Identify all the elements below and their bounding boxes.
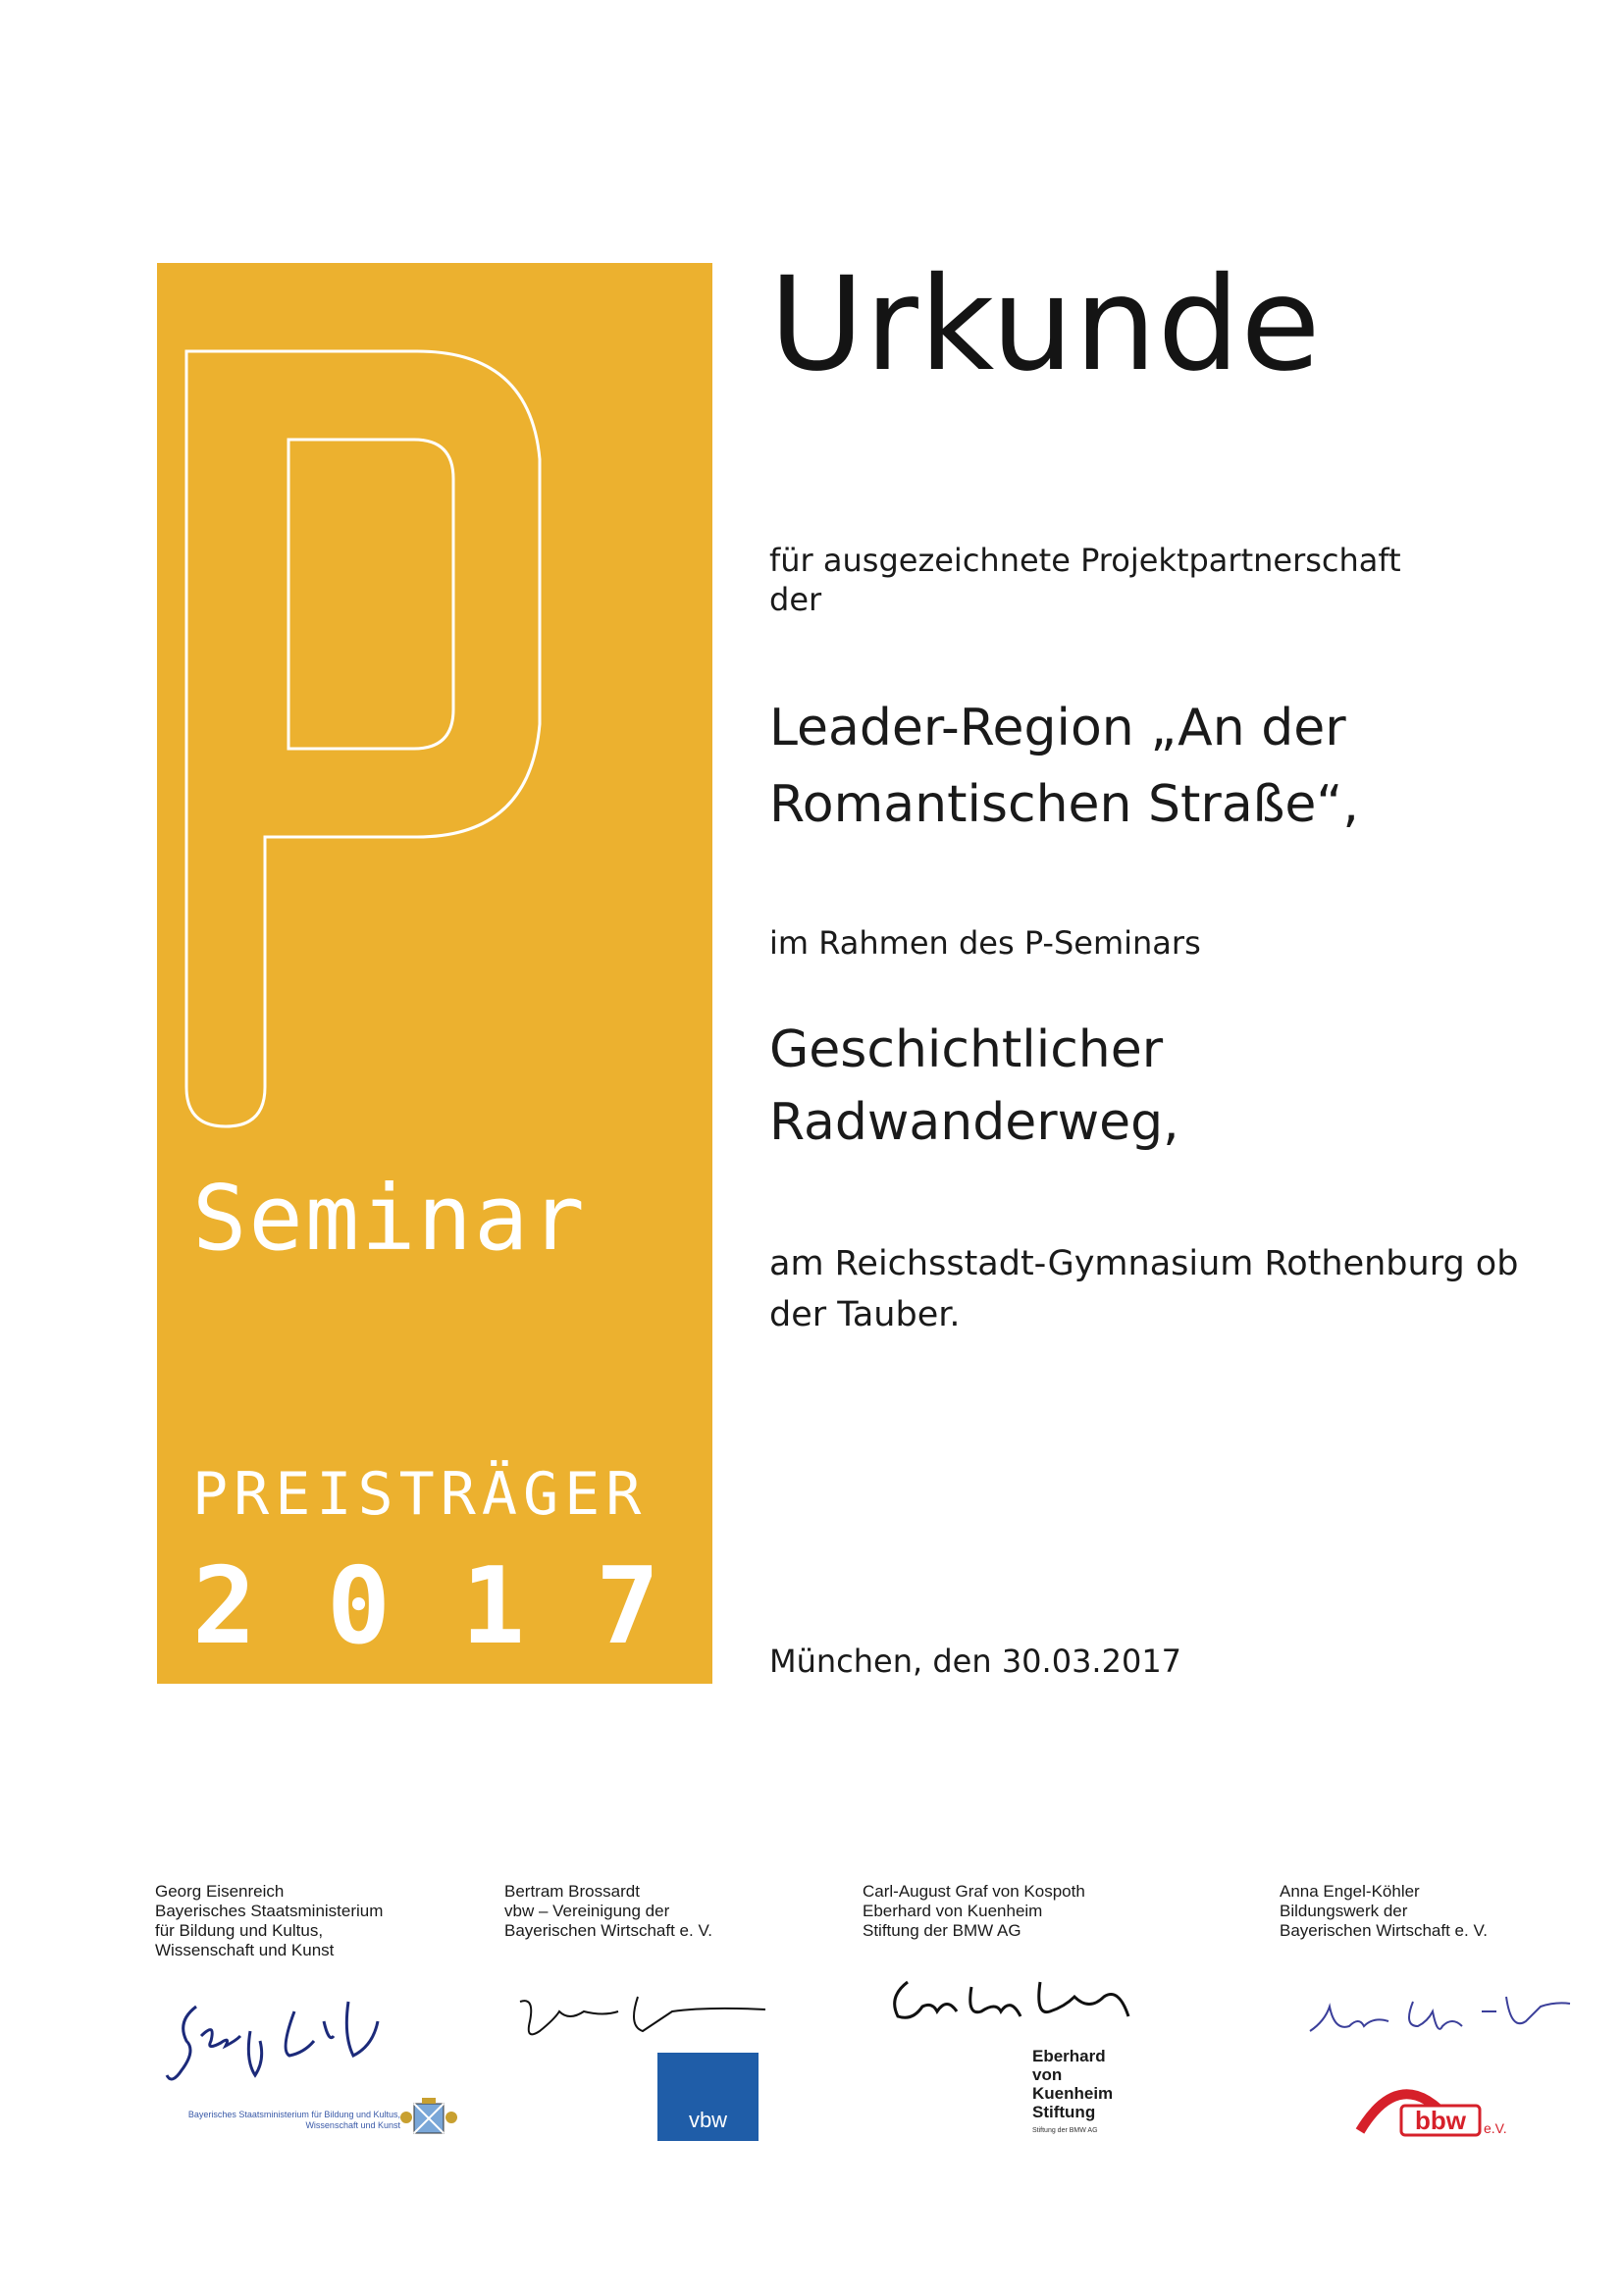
logo-line: von (1032, 2065, 1063, 2084)
signatory-3-header (863, 1882, 1157, 1941)
bbw-logo (1352, 2062, 1519, 2141)
signature-3 (883, 1967, 1138, 2036)
logo-line: Eberhard (1032, 2047, 1106, 2065)
kuenheim-foundation-logo (1032, 2047, 1113, 2121)
of-line: der (769, 581, 822, 618)
kuenheim-foundation-subtext: Stiftung der BMW AG (1032, 2127, 1098, 2134)
signatory-name: Carl-August Graf von Kospoth (863, 1882, 1085, 1901)
bbw-logo-text: bbw (1415, 2106, 1466, 2135)
signatory-2-header (504, 1882, 799, 1941)
logo-line: Kuenheim (1032, 2084, 1114, 2103)
signatory-org-line: Stiftung der BMW AG (863, 1921, 1021, 1940)
signatory-name: Anna Engel-Köhler (1280, 1882, 1420, 1901)
seminar-word: Seminar (192, 1166, 587, 1271)
signatory-org-line: für Bildung und Kultus, (155, 1921, 324, 1940)
signatory-4-header (1280, 1882, 1574, 1941)
project-line-2: Radwanderweg, (769, 1093, 1179, 1152)
signatory-org-line: Bildungswerk der (1280, 1902, 1408, 1920)
signatory-org-line: Eberhard von Kuenheim (863, 1902, 1043, 1920)
context-line: im Rahmen des P-Seminars (769, 924, 1201, 962)
signatory-name: Bertram Brossardt (504, 1882, 640, 1901)
project-line-1: Geschichtlicher (769, 1020, 1164, 1079)
signatory-org-line: Bayerischen Wirtschaft e. V. (1280, 1921, 1488, 1940)
organisation-line-2: Romantischen Straße“, (769, 775, 1359, 834)
bbw-logo-suffix: e.V. (1484, 2120, 1507, 2136)
award-line: für ausgezeichnete Projektpartnerschaft (769, 542, 1401, 579)
signatory-org-line: vbw – Vereinigung der (504, 1902, 670, 1920)
signature-2 (510, 1982, 775, 2051)
organisation-line-1: Leader-Region „An der (769, 699, 1346, 757)
ministry-logo-text: Bayerisches Staatsministerium für Bildung und Kultus, Wissenschaft und Kunst (187, 2110, 400, 2130)
signature-4 (1295, 1982, 1580, 2051)
signature-1 (157, 1982, 393, 2090)
prize-year: 2017 (192, 1545, 731, 1668)
p-letter-logo (157, 263, 712, 1146)
p-seminar-badge (157, 263, 731, 1684)
place-date: München, den 30.03.2017 (769, 1643, 1182, 1680)
signatory-name: Georg Eisenreich (155, 1882, 285, 1901)
signatory-1-header (155, 1882, 449, 1960)
certificate-title: Urkunde (769, 249, 1322, 400)
prize-label: PREISTRÄGER (192, 1460, 648, 1529)
school-line-1: am Reichsstadt-Gymnasium Rothenburg ob (769, 1244, 1519, 1283)
bavarian-crest-icon (400, 2098, 457, 2137)
logo-line: Stiftung (1032, 2103, 1096, 2121)
school-line-2: der Tauber. (769, 1295, 961, 1334)
vbw-logo: vbw (657, 2053, 759, 2141)
signatory-org-line: Wissenschaft und Kunst (155, 1941, 335, 1959)
signatory-org-line: Bayerischen Wirtschaft e. V. (504, 1921, 712, 1940)
signatory-org-line: Bayerisches Staatsministerium (155, 1902, 384, 1920)
